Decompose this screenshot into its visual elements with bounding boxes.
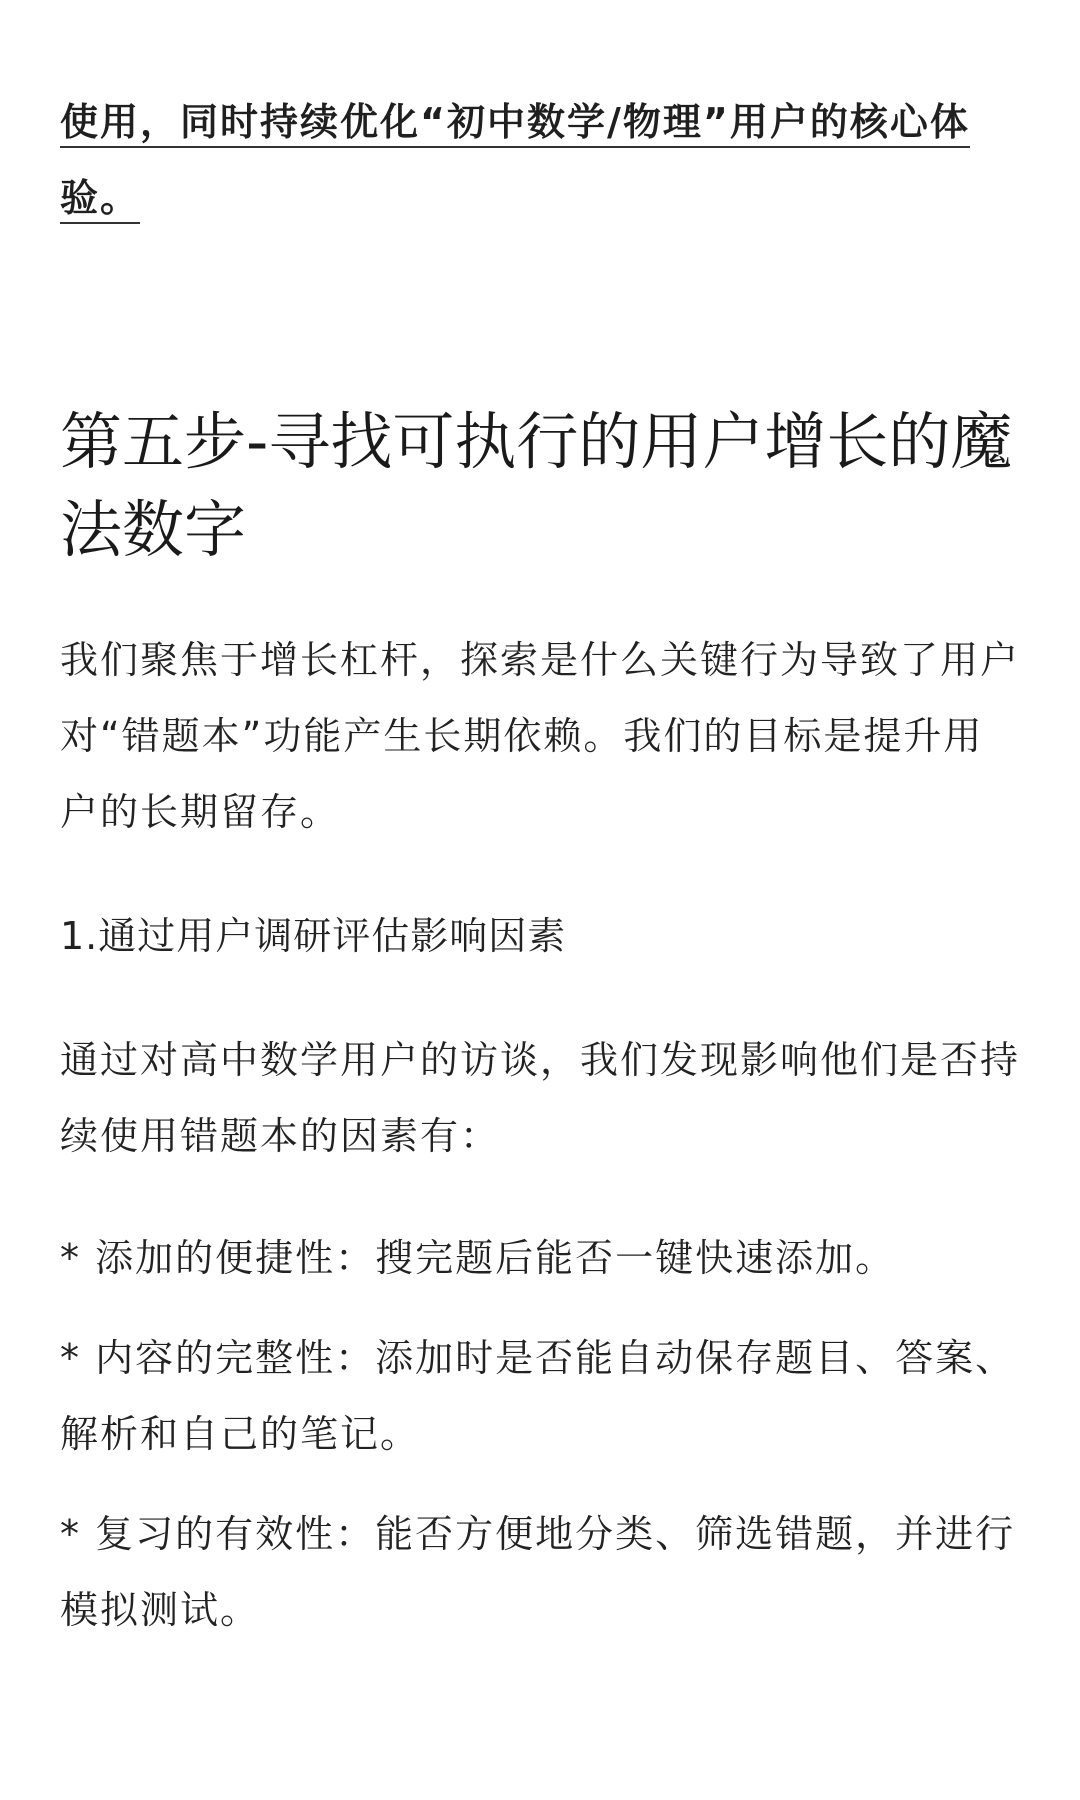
bullet-item-effectiveness: * 复习的有效性：能否方便地分类、筛选错题，并进行模拟测试。 <box>60 1512 1016 1632</box>
section-paragraph-interviews: 通过对高中数学用户的访谈，我们发现影响他们是否持续使用错题本的因素有： <box>60 1038 1021 1158</box>
bullet-item-completeness: * 内容的完整性：添加时是否能自动保存题目、答案、解析和自己的笔记。 <box>60 1336 1016 1456</box>
bullet-item-convenience: * 添加的便捷性：搜完题后能否一键快速添加。 <box>60 1236 896 1280</box>
section-paragraph-goal: 我们聚焦于增长杠杆，探索是什么关键行为导致了用户对“错题本”功能产生长期依赖。我们的目标是提升用户的长期留存。 <box>60 638 1021 834</box>
intro-paragraph <box>60 84 1020 236</box>
section-heading: 第五步-寻找可执行的用户增长的魔法数字 <box>60 405 1013 566</box>
intro-underlined-text: 使用，同时持续优化“初中数学/物理”用户的核心体验。 <box>60 100 970 224</box>
section-subheading: 1.通过用户调研评估影响因素 <box>60 914 567 958</box>
